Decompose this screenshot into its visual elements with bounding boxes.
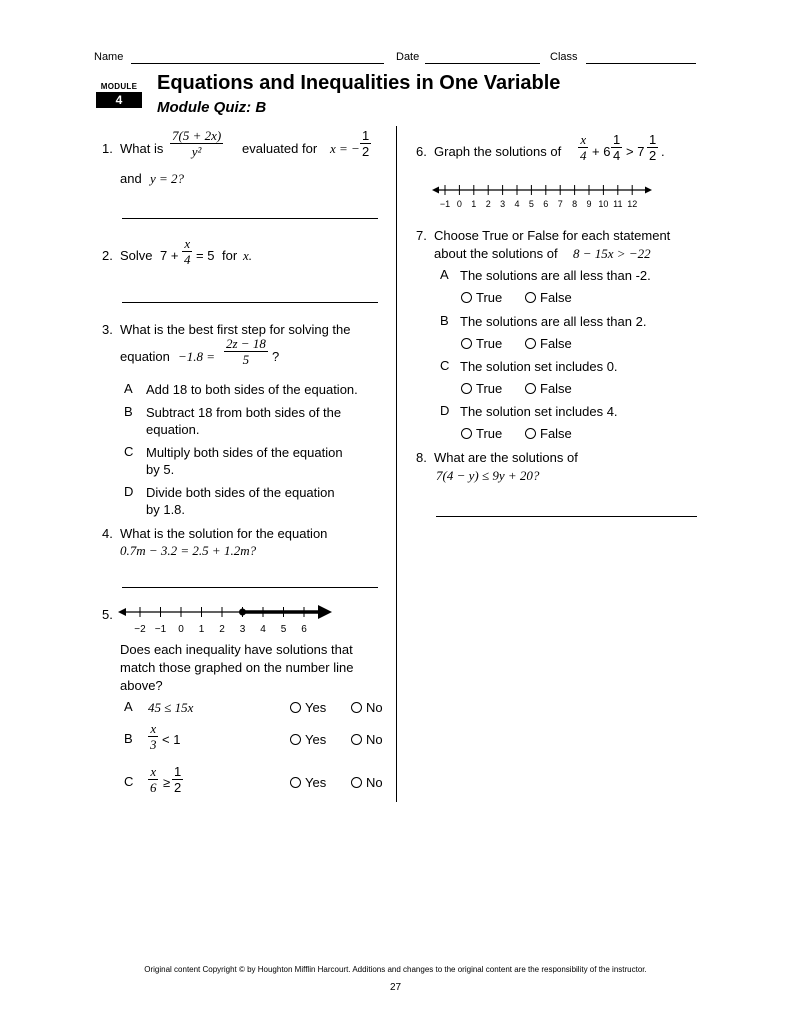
q7-d-statement: The solution set includes 4. [460,404,618,419]
module-number: 4 [96,92,142,108]
q2-fraction: $\frac{x}{4}$ [184,236,191,267]
q6-tick-label: 3 [500,199,506,209]
q7-a-statement: The solutions are all less than -2. [460,268,651,283]
q7-c-false[interactable]: False [525,380,572,397]
q7-number: 7. [416,228,427,243]
q6-prompt: Graph the solutions of [434,144,562,159]
page-title: Equations and Inequalities in One Variable [157,72,561,94]
q5-row-c-yes[interactable]: Yes [290,774,326,791]
q6-fraction-half: $\frac{1}{2}$ [649,132,657,163]
q8-expression: 7(4 − y) ≤ 9y + 20? [436,468,540,483]
q5-prompt-3: above? [120,678,163,693]
name-field-line[interactable] [131,63,384,64]
q7-a-true[interactable]: True [461,289,502,306]
date-field-line[interactable] [425,63,540,64]
q1-y-value: y = 2? [150,171,185,186]
q2-prompt: Solve [120,248,153,263]
q5-prompt-2: match those graphed on the number line [120,660,354,675]
q6-tick-label: 1 [471,199,477,209]
q7-d-false[interactable]: False [525,425,572,442]
module-badge [96,82,142,108]
q2-for-text: for [222,248,238,263]
q2-expr-a: 7 + [160,248,179,263]
q6-rel: > 7 [626,144,645,159]
q4-prompt: What is the solution for the equation [120,526,328,541]
q7-prompt: Choose True or False for each statement [434,228,671,243]
q1-number: 1. [102,141,113,156]
q5-row-a-expr: 45 ≤ 15x [148,700,194,715]
name-label: Name [94,51,124,63]
q5-tick-label: 2 [219,624,225,635]
q4-number: 4. [102,526,113,541]
q6-tick-label: 8 [572,199,578,209]
q5-right-arrow-icon [318,605,332,619]
q5-row-b-rel: < 1 [162,732,181,747]
q3-prompt: What is the best first step for solving the [120,322,351,337]
q5-row-c-fraction: $\frac{x}{6}$ [150,764,157,795]
q5-tick-label: −2 [134,624,146,635]
date-label: Date [396,51,420,63]
q6-tick-label: 7 [557,199,563,209]
q4-answer-line[interactable] [122,587,378,588]
q6-tick-label: 4 [514,199,520,209]
q6-left-arrow-icon [432,187,439,194]
q3-option-d-letter: D [124,484,134,499]
q7-prompt-2: about the solutions of [434,246,558,261]
q7-c-letter: C [440,358,450,373]
q7-expression: 8 − 15x > −22 [573,246,651,261]
column-divider [396,126,397,802]
q3-option-c-letter: C [124,444,134,459]
page-subtitle: Module Quiz: B [157,99,267,116]
q7-b-false[interactable]: False [525,335,572,352]
q1-evaluated-text: evaluated for [242,141,318,156]
q5-number-line [118,600,338,636]
q5-number: 5. [102,607,113,622]
q1-fraction: $\frac{7(5 + 2x)}{\text{y²}}$ [172,128,222,159]
q5-row-c-rel: ≥ [163,775,171,790]
q1-answer-line[interactable] [122,218,378,219]
q6-tick-label: 5 [528,199,534,209]
q6-tick-label: 12 [627,199,638,209]
q5-tick-label: 1 [198,624,205,635]
q6-number: 6. [416,144,427,159]
q3-option-b[interactable]: Subtract 18 from both sides of the equation. [146,405,342,437]
q8-number: 8. [416,450,427,465]
q5-tick-label: −1 [154,624,167,635]
q1-x-value: x = − [330,141,360,156]
q5-tick-label: 0 [178,624,184,635]
q2-answer-line[interactable] [122,302,378,303]
q6-tick-label: −1 [439,199,451,209]
q5-row-b-letter: B [124,731,133,746]
q5-row-c-fraction-2: $\frac{1}{2}$ [174,764,182,795]
q6-tick-label: 11 [613,199,623,209]
q6-period: . [661,144,665,159]
q5-row-c-letter: C [124,774,134,789]
q7-c-statement: The solution set includes 0. [460,359,618,374]
q3-option-b-letter: B [124,404,133,419]
q5-row-c-no[interactable]: No [351,774,383,791]
q5-tick-label: 6 [301,624,307,635]
q5-closed-point [239,609,246,616]
footer-copyright: Original content Copyright © by Houghton Mifflin Harcourt. Additions and changes to the original content are the responsibility of the instructor. [144,965,647,974]
class-label: Class [550,51,578,63]
q3-option-a[interactable]: Add 18 to both sides of the equation. [146,382,358,397]
q6-tick-label: 6 [543,199,549,209]
q5-row-b-no[interactable]: No [351,731,383,748]
q5-row-b-fraction: $\frac{x}{3}$ [150,721,157,752]
q6-tick-label: 9 [586,199,592,209]
q5-tick-label: 4 [260,624,266,635]
q2-expr-b: = 5 [196,248,215,263]
q6-tick-label: 2 [485,199,491,209]
q7-b-letter: B [440,313,449,328]
q3-option-d[interactable]: Divide both sides of the equation by 1.8. [146,485,335,517]
q7-c-true[interactable]: True [461,380,502,397]
q1-half-fraction: $\frac{1}{2}$ [362,128,370,159]
q4-expression: 0.7m − 3.2 = 2.5 + 1.2m? [120,543,257,558]
module-label: MODULE [100,82,138,91]
q7-b-statement: The solutions are all less than 2. [460,314,647,329]
q7-d-letter: D [440,403,450,418]
q6-tick-label: 10 [598,199,609,209]
q7-a-false[interactable]: False [525,289,572,306]
q8-prompt: What are the solutions of [434,450,578,465]
q2-var: x. [243,248,253,263]
q3-expr-a: −1.8 = [178,349,216,364]
q6-fraction-x4: $\frac{x}{4}$ [580,132,587,163]
q5-tick-label: 5 [280,624,287,635]
q3-option-a-letter: A [124,381,133,396]
q8-answer-line[interactable] [436,516,697,517]
class-field-line[interactable] [586,63,696,64]
q7-b-true[interactable]: True [461,335,502,352]
q5-row-a-yes[interactable]: Yes [290,699,326,716]
q3-option-c[interactable]: Multiply both sides of the equation by 5. [146,445,343,477]
q6-right-arrow-icon [645,187,652,194]
q3-qmark: ? [272,349,280,364]
q7-d-true[interactable]: True [461,425,502,442]
q5-prompt-1: Does each inequality have solutions that [120,642,353,657]
q5-tick-label: 3 [239,624,246,635]
q5-left-arrow-icon [118,608,126,616]
q6-tick-label: 0 [456,199,462,209]
q3-number: 3. [102,322,113,337]
q1-and-text: and [120,171,142,186]
q6-fraction-quarter: $\frac{1}{4}$ [613,132,621,163]
q6-number-line[interactable] [432,182,654,212]
q1-prompt: What is [120,141,164,156]
q5-row-a-no[interactable]: No [351,699,383,716]
q7-a-letter: A [440,267,449,282]
q3-fraction: $\frac{2z - 18}{5}$ [226,336,266,367]
q3-equation-label: equation [120,349,170,364]
q5-row-b-yes[interactable]: Yes [290,731,326,748]
page-number: 27 [389,982,402,993]
q2-number: 2. [102,248,113,263]
q6-mid: + 6 [592,144,611,159]
q5-row-a-letter: A [124,699,133,714]
